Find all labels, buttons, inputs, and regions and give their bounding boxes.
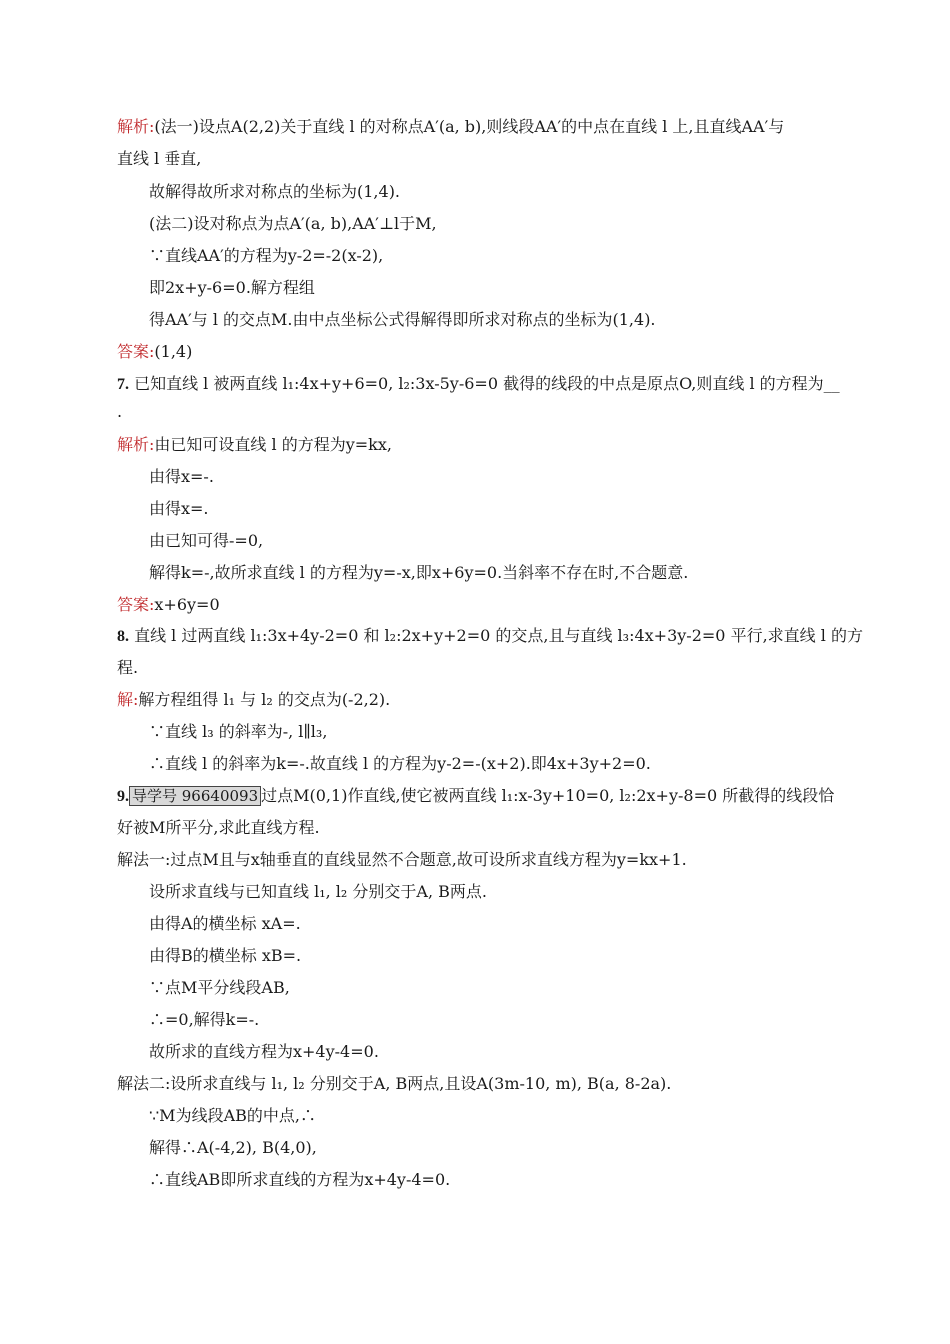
line-text: 由得x=. <box>149 499 209 518</box>
line-text: ∵点M平分线段AB, <box>149 978 290 997</box>
line-text: 解方程组得 l₁ 与 l₂ 的交点为(-2,2). <box>138 690 391 709</box>
solution-line <box>149 498 209 520</box>
solution-line <box>117 148 201 170</box>
solution-line <box>149 277 315 299</box>
solution-line <box>149 913 301 935</box>
solution-line <box>149 466 214 488</box>
line-text: 得AA′与 l 的交点M.由中点坐标公式得解得即所求对称点的坐标为(1,4). <box>149 310 656 329</box>
line-text: ∵直线AA′的方程为y-2=-2(x-2), <box>149 246 384 265</box>
solution-line <box>149 530 263 552</box>
question-line <box>117 625 863 648</box>
line-text: 即2x+y-6=0.解方程组 <box>149 278 315 297</box>
line-text: (法一)设点A(2,2)关于直线 l 的对称点A′(a, b),则线段AA′的中点在直线 l 上,且直线AA′与 <box>154 117 785 136</box>
analysis-label: 解析: <box>117 435 155 454</box>
analysis-label: 解析: <box>117 117 155 136</box>
question-line <box>117 817 320 839</box>
line-text: . <box>117 402 123 421</box>
solution-line <box>149 562 688 584</box>
line-text: 故解得故所求对称点的坐标为(1,4). <box>149 182 401 201</box>
answer-label: 答案: <box>117 342 155 361</box>
solution-line <box>149 753 651 775</box>
question-line <box>117 785 834 808</box>
solution-line <box>117 849 687 871</box>
line-text: 直线 l 垂直, <box>117 149 202 168</box>
solution-line <box>149 213 437 235</box>
line-text: ∴直线 l 的斜率为k=-.故直线 l 的方程为y-2=-(x+2).即4x+3y+2=0. <box>149 754 651 773</box>
guide-number-tag[interactable]: 导学号 96640093 <box>129 786 261 806</box>
line-text: 由得A的横坐标 xA=. <box>149 914 301 933</box>
solution-line <box>149 1137 317 1159</box>
line-text: 解得k=-,故所求直线 l 的方程为y=-x,即x+6y=0.当斜率不存在时,不合题意. <box>149 563 689 582</box>
line-text: 由得x=-. <box>149 467 214 486</box>
solution-line <box>149 1105 316 1127</box>
solution-line <box>149 721 327 743</box>
solution-line <box>117 116 784 138</box>
solution-line <box>149 309 656 331</box>
answer-label: 答案: <box>117 595 155 614</box>
answer-line <box>117 341 192 363</box>
line-text: 好被M所平分,求此直线方程. <box>117 818 320 837</box>
solution-line <box>149 1009 259 1031</box>
question-number: 7. <box>117 376 129 393</box>
question-line <box>117 373 840 396</box>
line-text: 已知直线 l 被两直线 l₁:4x+y+6=0, l₂:3x-5y-6=0 截得的线段的中点是原点O,则直线 l 的方程为__ <box>129 374 840 393</box>
solution-line <box>149 881 487 903</box>
line-text: 由已知可设直线 l 的方程为y=kx, <box>154 435 392 454</box>
solution-line <box>149 245 383 267</box>
line-text: ∵M为线段AB的中点,∴ <box>149 1106 316 1125</box>
line-text: 故所求的直线方程为x+4y-4=0. <box>149 1042 379 1061</box>
solution-line <box>117 689 390 711</box>
line-text: 程. <box>117 658 139 677</box>
solution-line <box>149 977 290 999</box>
line-text: 由已知可得-=0, <box>149 531 264 550</box>
question-line <box>117 657 138 679</box>
question-number: 9. <box>117 788 129 805</box>
solution-label: 解: <box>117 690 139 709</box>
line-text: x+6y=0 <box>154 595 220 614</box>
answer-line <box>117 594 220 616</box>
solution-line <box>149 1169 450 1191</box>
solution-line <box>149 945 301 967</box>
line-text: 解法二:设所求直线与 l₁, l₂ 分别交于A, B两点,且设A(3m-10, m), B(a, 8-2a). <box>117 1074 672 1093</box>
question-line <box>117 401 122 423</box>
line-text: ∵直线 l₃ 的斜率为-, l∥l₃, <box>149 722 328 741</box>
question-number: 8. <box>117 628 129 645</box>
line-text: 解法一:过点M且与x轴垂直的直线显然不合题意,故可设所求直线方程为y=kx+1. <box>117 850 687 869</box>
solution-line <box>117 434 392 456</box>
solution-line <box>117 1073 671 1095</box>
line-text: (1,4) <box>154 342 193 361</box>
line-text: 直线 l 过两直线 l₁:3x+4y-2=0 和 l₂:2x+y+2=0 的交点,且与直线 l₃:4x+3y-2=0 平行,求直线 l 的方 <box>129 626 863 645</box>
line-text: (法二)设对称点为点A′(a, b),AA′⊥l于M, <box>149 214 437 233</box>
line-text: 解得∴A(-4,2), B(4,0), <box>149 1138 317 1157</box>
solution-line <box>149 1041 379 1063</box>
line-text: 由得B的横坐标 xB=. <box>149 946 302 965</box>
line-text: 设所求直线与已知直线 l₁, l₂ 分别交于A, B两点. <box>149 882 487 901</box>
solution-line <box>149 181 400 203</box>
line-text: 过点M(0,1)作直线,使它被两直线 l₁:x-3y+10=0, l₂:2x+y-8=0 所截得的线段恰 <box>261 786 835 805</box>
line-text: ∴直线AB即所求直线的方程为x+4y-4=0. <box>149 1170 451 1189</box>
line-text: ∴=0,解得k=-. <box>149 1010 260 1029</box>
